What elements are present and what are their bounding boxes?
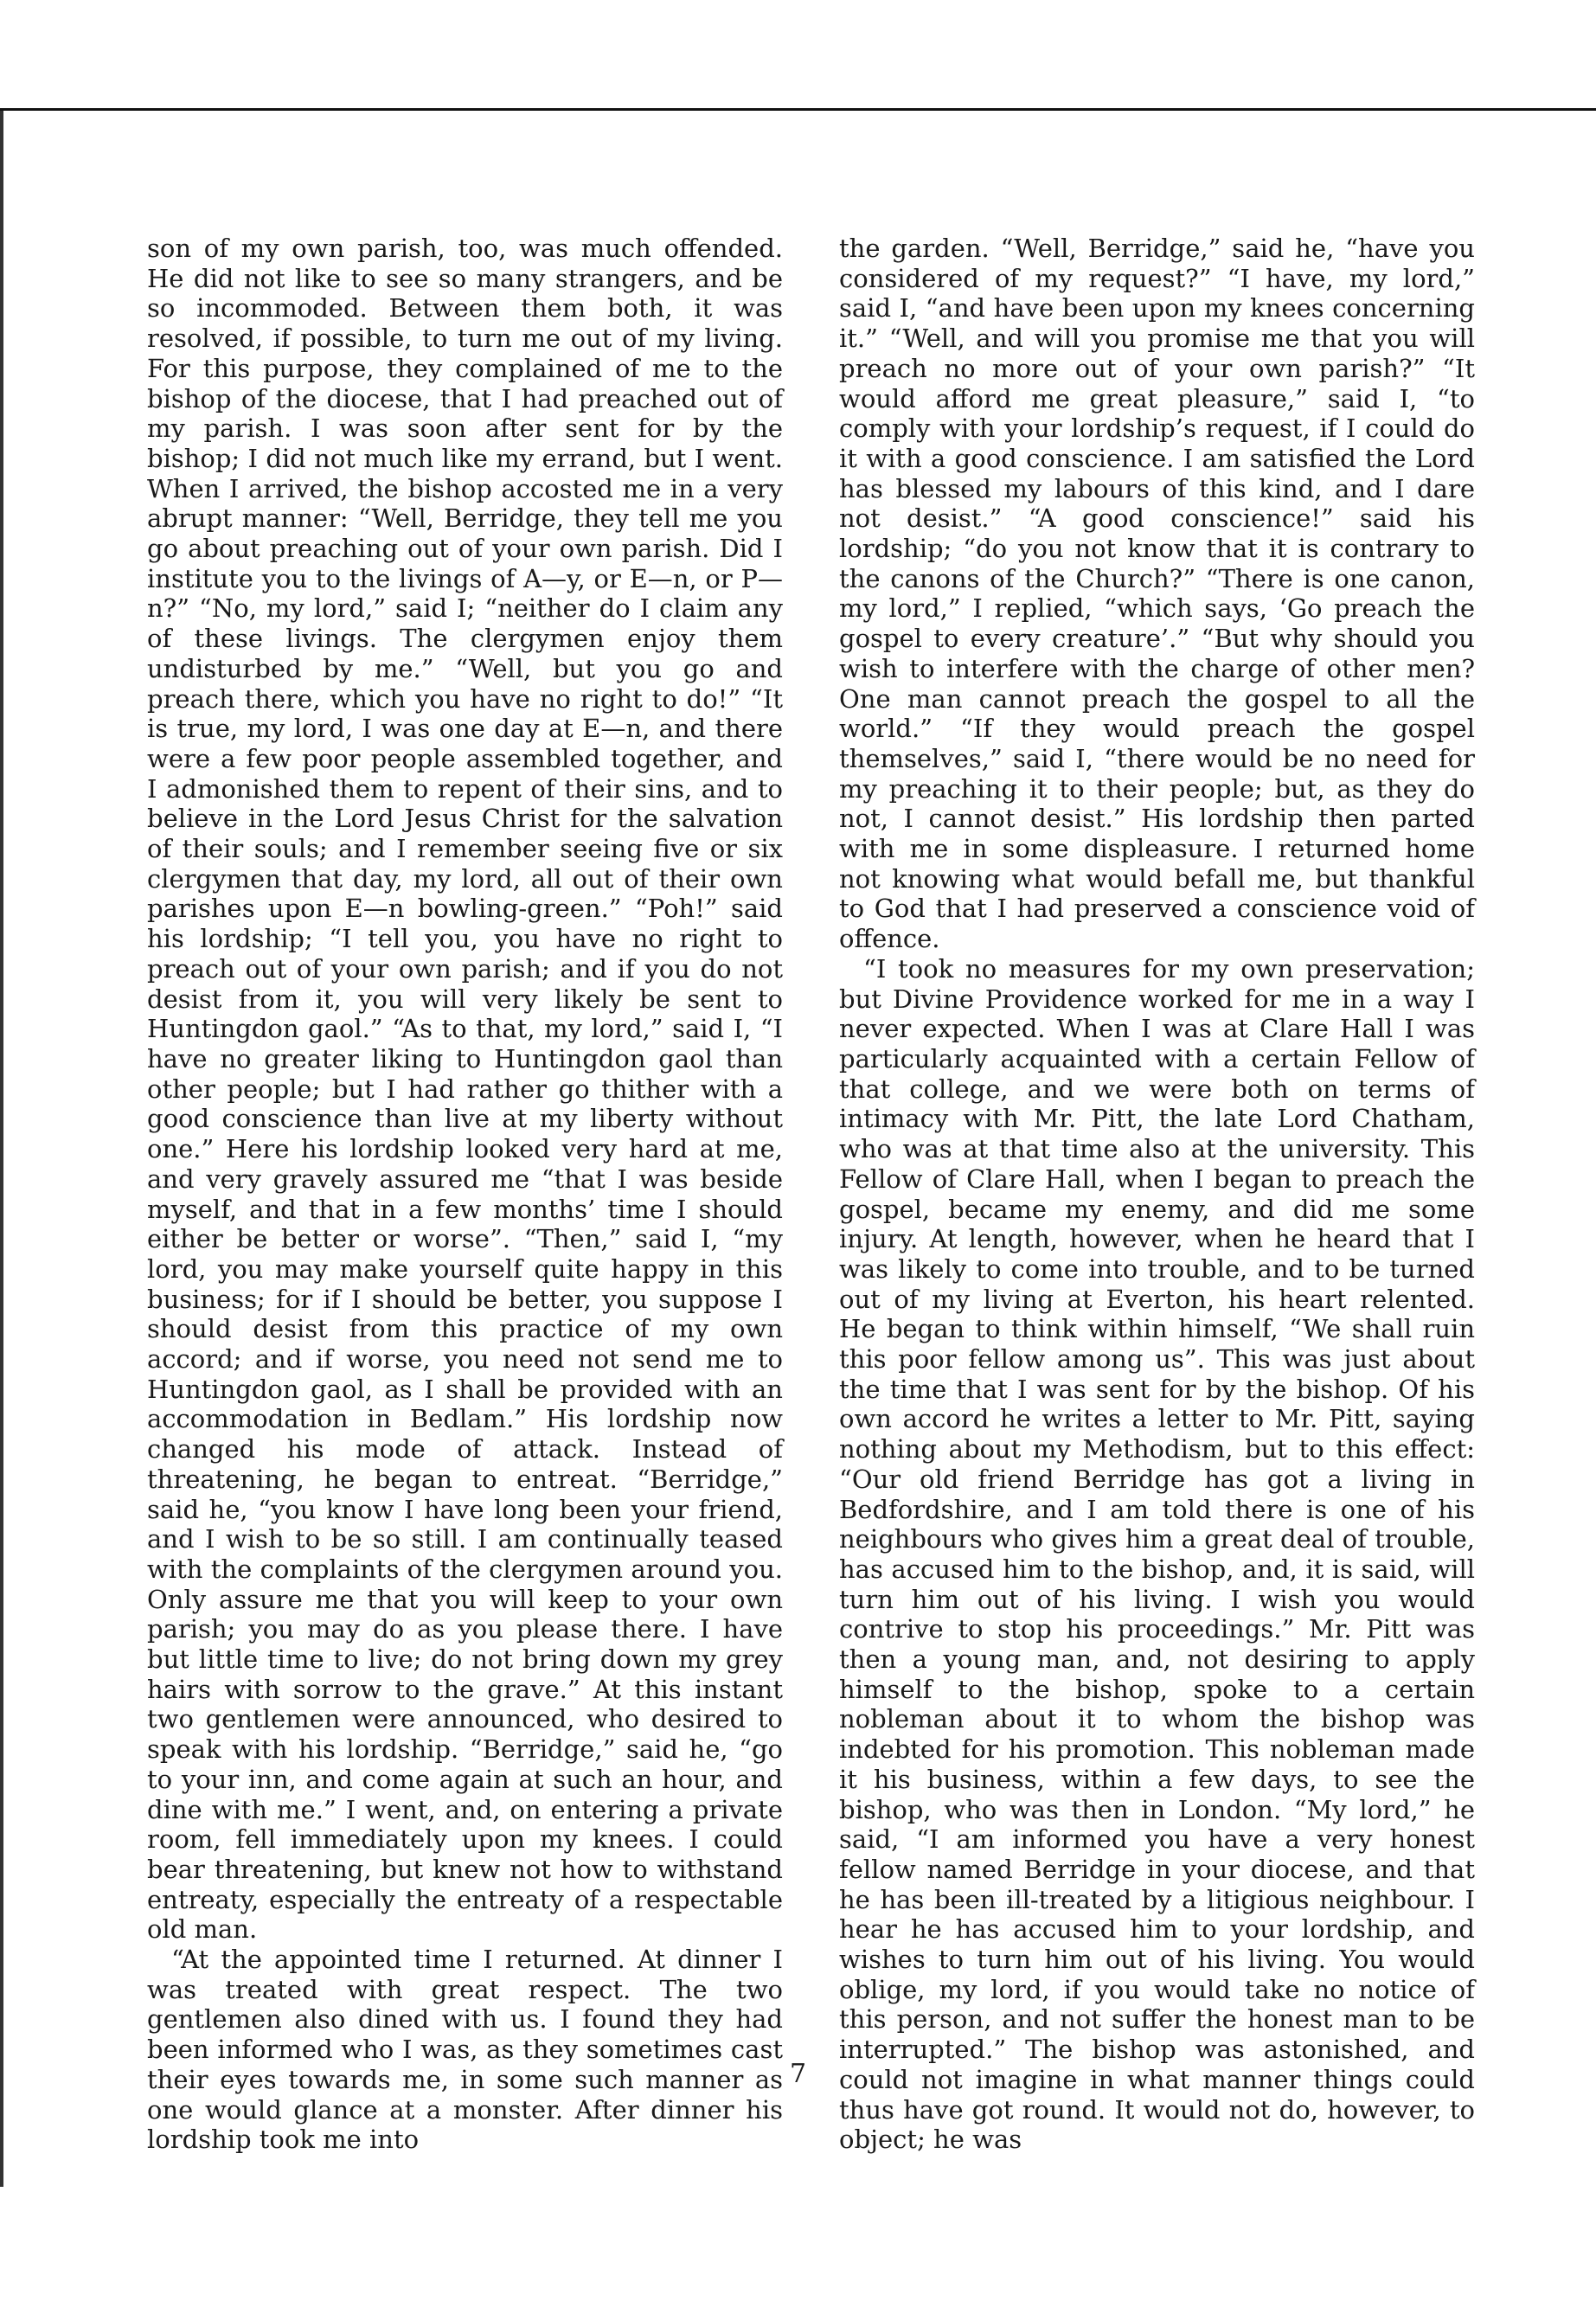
right-paragraph-1: the garden. “Well, Berridge,” said he, “have you considered of my request?” “I have, my lord,” said I, “and have been upon my knees concerning it.” “Well, and will you promise me that you will preach no more out of your own parish?” “It would afford me great pleasure,” said I, “to comply with your lordship’s request, if I could do it with a good conscience. I am satisfied the Lord has blessed my labours of this kind, and I dare not desist.” “A good conscience!” said his lordship; “do you not know that it is contrary to the canons of the Church?” “There is one canon, my lord,” I replied, “which says, ‘Go preach the gospel to every creature’.” “But why should you wish to interfere with the charge of other men? One man cannot preach the gospel to all the world.” “If they would preach the gospel themselves,” said I, “there would be no need for my preaching it to their people; but, as they do not, I cannot desist.” His lordship then parted with me in some displeasure. I returned home not knowing what would befall me, but thankful to God that I had preserved a conscience void of offence. — [839, 234, 1475, 954]
scan-border-top — [0, 108, 1596, 111]
left-paragraph-1: son of my own parish, too, was much offended. He did not like to see so many strangers, and be so incommoded. Between them both, it was resolved, if possible, to turn me out of my living. For this purpose, they complained of me to the bishop of the diocese, that I had preached out of my parish. I was soon after sent for by the bishop; I did not much like my errand, but I went. When I arrived, the bishop accosted me in a very abrupt manner: “Well, Berridge, they tell me you go about preaching out of your own parish. Did I institute you to the livings of A—y, or E—n, or P—n?” “No, my lord,” said I; “neither do I claim any of these livings. The clergymen enjoy them undisturbed by me.” “Well, but you go and preach there, which you have no right to do!” “It is true, my lord, I was one day at E—n, and there were a few poor people assembled together, and I admonished them to repent of their sins, and to believe in the Lord Jesus Christ for the salvation of their souls; and I remember seeing five or six clergymen that day, my lord, all out of their own parishes upon E—n bowling-green.” “Poh!” said his lordship; “I tell you, you have no right to preach out of your own parish; and if you do not desist from it, you will very likely be sent to Huntingdon gaol.” “As to that, my lord,” said I, “I have no greater liking to Huntingdon gaol than other people; but I had rather go thither with a good conscience than live at my liberty without one.” Here his lordship looked very hard at me, and very gravely assured me “that I was beside myself, and that in a few months’ time I should either be better or worse”. “Then,” said I, “my lord, you may make yourself quite happy in this business; for if I should be better, you suppose I should desist from this practice of my own accord; and if worse, you need not send me to Huntingdon gaol, as I shall be provided with an accommodation in Bedlam.” His lordship now changed his mode of attack. Instead of threatening, he began to entreat. “Berridge,” said he, “you know I have long been your friend, and I wish to be so still. I am continually teased with the complaints of the clergymen around you. Only assure me that you will keep to your own parish; you may do as you please there. I have but little time to live; do not bring down my grey hairs with sorrow to the grave.” At this instant two gentlemen were announced, who desired to speak with his lordship. “Berridge,” said he, “go to your inn, and come again at such an hour, and dine with me.” I went, and, on entering a private room, fell immediately upon my knees. I could bear threatening, but knew not how to withstand entreaty, especially the entreaty of a respectable old man. — [147, 234, 783, 1945]
left-column — [147, 234, 783, 2155]
left-paragraph-2: “At the appointed time I returned. At dinner I was treated with great respect. The two gentlemen also dined with us. I found they had been informed who I was, as they sometimes cast their eyes towards me, in some such manner as one would glance at a monster. After dinner his lordship took me into — [147, 1945, 783, 2155]
right-paragraph-2: “I took no measures for my own preservation; but Divine Providence worked for me in a way I never expected. When I was at Clare Hall I was particularly acquainted with a certain Fellow of that college, and we were both on terms of intimacy with Mr. Pitt, the late Lord Chatham, who was at that time also at the university. This Fellow of Clare Hall, when I began to preach the gospel, became my enemy, and did me some injury. At length, however, when he heard that I was likely to come into trouble, and to be turned out of my living at Everton, his heart relented. He began to think within himself, “We shall ruin this poor fellow among us”. This was just about the time that I was sent for by the bishop. Of his own accord he writes a letter to Mr. Pitt, saying nothing about my Methodism, but to this effect: “Our old friend Berridge has got a living in Bedfordshire, and I am told there is one of his neighbours who gives him a great deal of trouble, has accused him to the bishop, and, it is said, will turn him out of his living. I wish you would contrive to stop his proceedings.” Mr. Pitt was then a young man, and, not desiring to apply himself to the bishop, spoke to a certain nobleman about it to whom the bishop was indebted for his promotion. This nobleman made it his business, within a few days, to see the bishop, who was then in London. “My lord,” he said, “I am informed you have a very honest fellow named Berridge in your diocese, and that he has been ill-treated by a litigious neighbour. I hear he has accused him to your lordship, and wishes to turn him out of his living. You would oblige, my lord, if you would take no notice of this person, and not suffer the honest man to be interrupted.” The bishop was astonished, and could not imagine in what manner things could thus have got round. It would not do, however, to object; he was — [839, 953, 1475, 2155]
right-column — [839, 234, 1475, 2155]
scan-border-left — [0, 111, 3, 2187]
page-number: 7 — [789, 2059, 807, 2089]
